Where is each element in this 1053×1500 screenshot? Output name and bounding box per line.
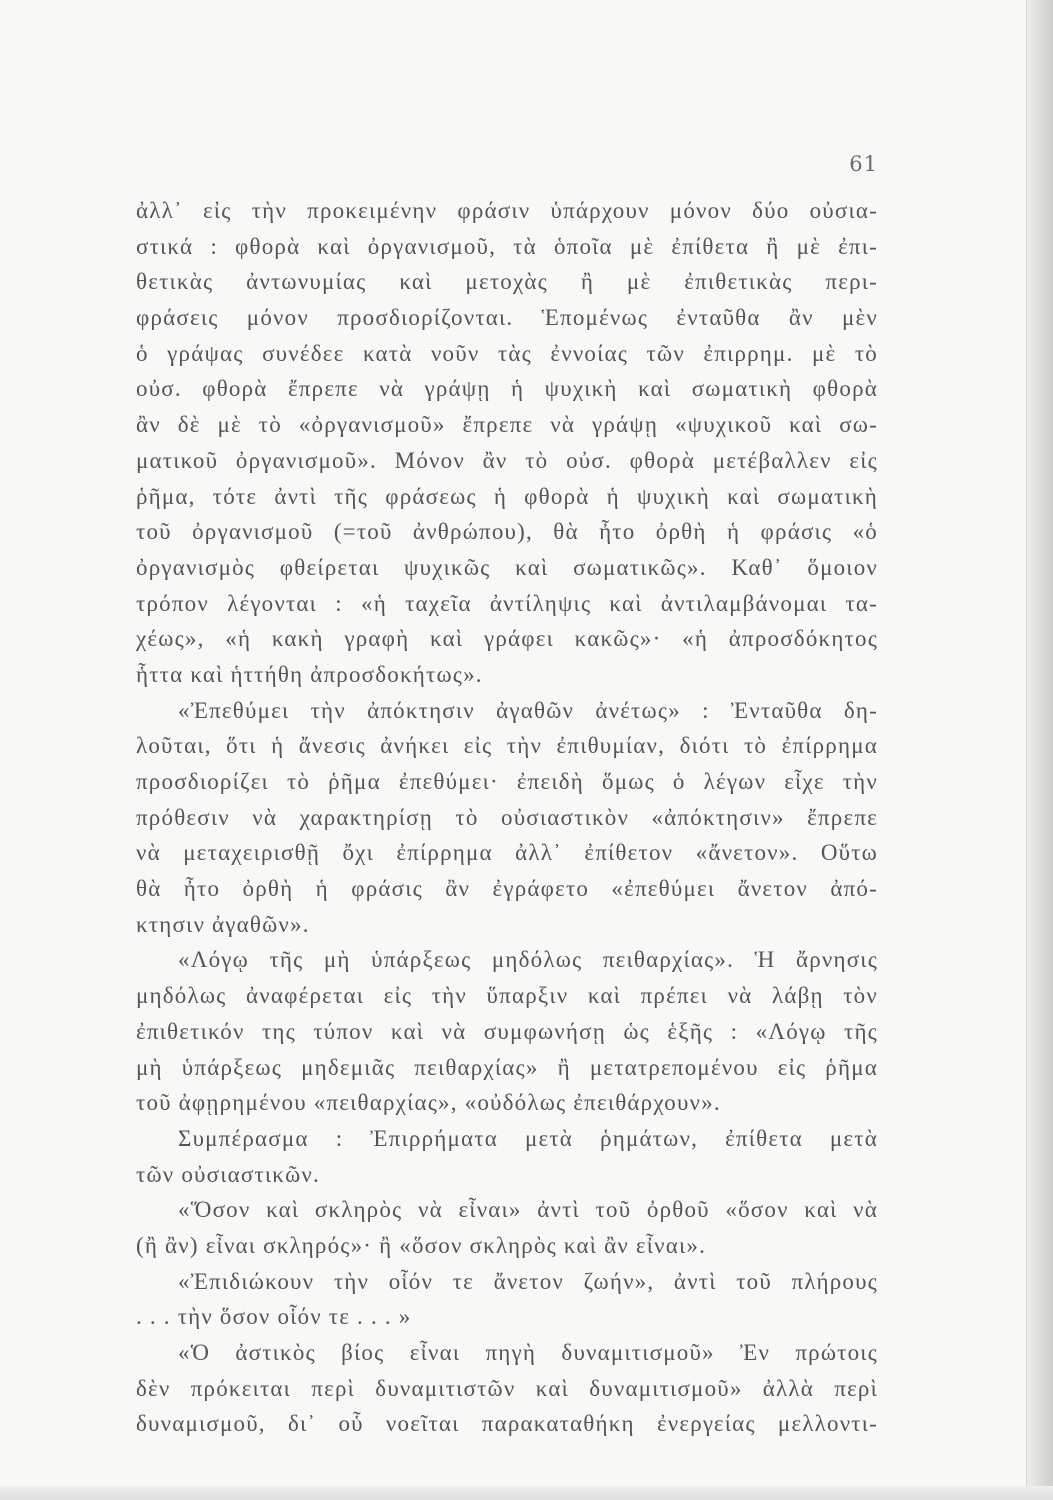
text-line: ὀργανισμὸς φθείρεται ψυχικῶς καὶ σωματικῶς». Καθ᾽ ὅμοιον — [136, 554, 878, 580]
page-edge-shadow — [1026, 0, 1053, 1500]
text-line: προσδιορίζει τὸ ῥῆμα ἐπεθύμει· ἐπειδὴ ὅμως ὁ λέγων εἶχε τὴν — [136, 769, 878, 794]
text-line: ἀλλ᾽ εἰς τὴν προκειμένην φράσιν ὑπάρχουν μόνον δύο οὐσια- — [136, 198, 878, 223]
text-line: ῥῆμα, τότε ἀντὶ τῆς φράσεως ἡ φθορὰ ἡ ψυχικὴ καὶ σωματικὴ — [136, 483, 878, 509]
text-line: τοῦ ὀργανισμοῦ (=τοῦ ἀνθρώπου), θὰ ἦτο ὀρθὴ ἡ φράσις «ὁ — [136, 519, 878, 545]
text-line: τῶν οὐσιαστικῶν. — [136, 1161, 320, 1187]
text-line: «Ὅσον καὶ σκληρὸς νὰ εἶναι» ἀντὶ τοῦ ὀρθοῦ «ὅσον καὶ νὰ — [178, 1197, 878, 1223]
text-line: κτησιν ἀγαθῶν». — [136, 911, 310, 937]
text-line: ἐπιθετικόν της τύπον καὶ νὰ συμφωνήσῃ ὡς ἑξῆς : «Λόγῳ τῆς — [136, 1018, 878, 1044]
body-text — [136, 193, 878, 1442]
text-line: στικά : φθορὰ καὶ ὀργανισμοῦ, τὰ ὁποῖα μὲ ἐπίθετα ἢ μὲ ἐπι- — [136, 233, 878, 259]
text-line: φράσεις μόνον προσδιορίζονται. Ἑπομένως ἐνταῦθα ἂν μὲν — [136, 305, 878, 331]
page-number: 61 — [849, 152, 878, 176]
text-line: ματικοῦ ὀργανισμοῦ». Μόνον ἂν τὸ οὐσ. φθορὰ μετέβαλλεν εἰς — [136, 447, 878, 473]
text-line: «Ὁ ἀστικὸς βίος εἶναι πηγὴ δυναμιτισμοῦ» Ἐν πρώτοις — [178, 1340, 878, 1365]
text-line: «Ἐπεθύμει τὴν ἀπόκτησιν ἀγαθῶν ἀνέτως» : Ἐνταῦθα δη- — [178, 697, 878, 723]
text-line: χέως», «ἡ κακὴ γραφὴ καὶ γράφει κακῶς»· «ἡ ἀπροσδόκητος — [136, 626, 878, 652]
text-line: πρόθεσιν νὰ χαρακτηρίσῃ τὸ οὐσιαστικὸν «ἀπόκτησιν» ἔπρεπε — [136, 804, 878, 830]
text-line: . . . τὴν ὅσον οἷόν τε . . . » — [136, 1304, 412, 1330]
text-line: θετικὰς ἀντωνυμίας καὶ μετοχὰς ἢ μὲ ἐπιθετικὰς περι- — [136, 269, 878, 295]
text-line: οὐσ. φθορὰ ἔπρεπε νὰ γράψῃ ἡ ψυχικὴ καὶ σωματικὴ φθορὰ — [136, 376, 878, 402]
text-line: δυναμισμοῦ, δι᾽ οὗ νοεῖται παρακαταθήκη ἐνεργείας μελλοντι- — [136, 1411, 878, 1437]
text-line: δὲν πρόκειται περὶ δυναμιτιστῶν καὶ δυναμιτισμοῦ» ἀλλὰ περὶ — [136, 1375, 878, 1401]
text-line: «Λόγῳ τῆς μὴ ὑπάρξεως μηδόλως πειθαρχίας». Ἡ ἄρνησις — [178, 947, 878, 973]
text-line: ἧττα καὶ ἡττήθη ἀπροσδοκήτως». — [136, 661, 483, 687]
page-bottom-edge — [0, 1486, 1053, 1500]
text-line: Συμπέρασμα : Ἐπιρρήματα μετὰ ῥημάτων, ἐπίθετα μετὰ — [178, 1125, 878, 1151]
text-line: «Ἐπιδιώκουν τὴν οἷόν τε ἄνετον ζωήν», ἀντὶ τοῦ πλήρους — [178, 1268, 878, 1294]
text-line: θὰ ἦτο ὀρθὴ ἡ φράσις ἂν ἐγράφετο «ἐπεθύμει ἄνετον ἀπό- — [136, 876, 878, 902]
text-line: ἂν δὲ μὲ τὸ «ὀργανισμοῦ» ἔπρεπε νὰ γράψῃ «ψυχικοῦ καὶ σω- — [136, 412, 878, 438]
text-line: μὴ ὑπάρξεως μηδεμιᾶς πειθαρχίας» ἢ μετατρεπομένου εἰς ῥῆμα — [136, 1054, 878, 1080]
text-line: μηδόλως ἀναφέρεται εἰς τὴν ὕπαρξιν καὶ πρέπει νὰ λάβῃ τὸν — [136, 983, 878, 1009]
text-line: ὁ γράψας συνέδεε κατὰ νοῦν τὰς ἐννοίας τῶν ἐπιρρημ. μὲ τὸ — [136, 340, 878, 366]
text-line: (ἢ ἂν) εἶναι σκληρός»· ἢ «ὅσον σκληρὸς καὶ ἂν εἶναι». — [136, 1232, 707, 1258]
text-line: τοῦ ἀφῃρημένου «πειθαρχίας», «οὐδόλως ἐπειθάρχουν». — [136, 1090, 721, 1116]
text-line: νὰ μεταχειρισθῇ ὄχι ἐπίρρημα ἀλλ᾽ ἐπίθετον «ἄνετον». Οὕτω — [136, 840, 878, 866]
text-line: τρόπον λέγονται : «ἡ ταχεῖα ἀντίληψις καὶ ἀντιλαμβάνομαι τα- — [136, 590, 878, 616]
text-line: λοῦται, ὅτι ἡ ἄνεσις ἀνήκει εἰς τὴν ἐπιθυμίαν, διότι τὸ ἐπίρρημα — [136, 733, 878, 759]
